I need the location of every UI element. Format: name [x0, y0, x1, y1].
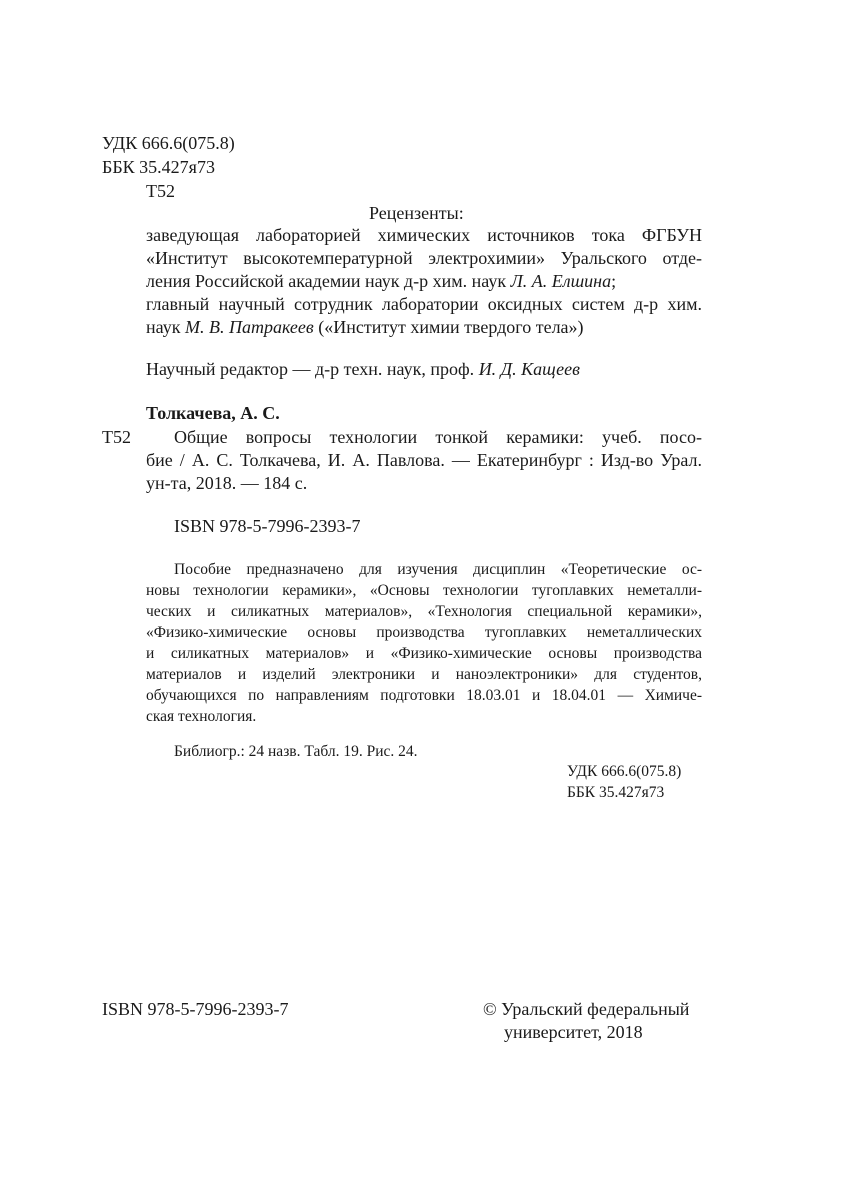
annotation-line-5: и силикатных материалов» и «Физико-химические основы производства	[146, 645, 702, 662]
author-mark: Т52	[146, 181, 175, 201]
reviewers-line-3-end: ;	[611, 271, 617, 291]
annotation-line-1: Пособие предназначено для изучения дисциплин «Теоретические ос-	[174, 561, 702, 578]
editor-text: Научный редактор — д-р техн. наук, проф.	[146, 359, 479, 379]
reviewers-line-1: заведующая лабораторией химических источников тока ФГБУН	[146, 225, 702, 245]
bbk-code-repeat: ББК 35.427я73	[567, 784, 665, 801]
bib-line-1: Общие вопросы технологии тонкой керамики: учеб. посо-	[174, 427, 702, 447]
bib-author: Толкачева, А. С.	[146, 403, 280, 423]
editor-name: И. Д. Кащеев	[478, 359, 580, 379]
udk-code-repeat: УДК 666.6(075.8)	[567, 763, 682, 780]
bib-author-mark: Т52	[102, 427, 131, 447]
annotation-line-4: «Физико-химические основы производства тугоплавких неметаллических	[146, 624, 702, 641]
bib-isbn: ISBN 978-5-7996-2393-7	[174, 516, 361, 536]
annotation-line-2: новы технологии керамики», «Основы технологии тугоплавких неметалли-	[146, 582, 702, 599]
udk-code: УДК 666.6(075.8)	[102, 133, 235, 153]
copyright-line-1: © Уральский федеральный	[483, 999, 690, 1019]
scientific-editor	[146, 357, 580, 381]
annotation-line-7: обучающихся по направлениям подготовки 18.03.01 и 18.04.01 — Химиче-	[146, 687, 702, 704]
copyright-line-2: университет, 2018	[504, 1022, 643, 1042]
footer-isbn: ISBN 978-5-7996-2393-7	[102, 999, 289, 1019]
reviewers-line-3-text: ления Российской академии наук д-р хим. наук	[146, 271, 511, 291]
reviewer-name-elshina: Л. А. Елшина	[510, 271, 612, 291]
reviewers-line-3	[146, 269, 616, 293]
bib-line-2: бие / А. С. Толкачева, И. А. Павлова. — Екатеринбург : Изд-во Урал.	[146, 450, 702, 470]
biblio-summary: Библиогр.: 24 назв. Табл. 19. Рис. 24.	[174, 743, 418, 760]
annotation-line-8: ская технология.	[146, 708, 257, 725]
reviewers-line-2: «Институт высокотемпературной электрохимии» Уральского отде-	[146, 248, 702, 268]
annotation-line-6: материалов и изделий электроники и наноэлектроники» для студентов,	[146, 666, 702, 683]
bib-line-3: ун-та, 2018. — 184 с.	[146, 473, 308, 493]
annotation-line-3: ческих и силикатных материалов», «Технология специальной керамики»,	[146, 603, 702, 620]
reviewer-name-patrakeev: М. В. Патракеев	[184, 317, 314, 337]
reviewers-heading: Рецензенты:	[369, 203, 464, 223]
reviewers-line-5-end: («Институт химии твердого тела»)	[313, 317, 584, 337]
reviewers-line-5-text: наук	[146, 317, 185, 337]
reviewers-line-5	[146, 315, 584, 339]
reviewers-line-4: главный научный сотрудник лаборатории оксидных систем д-р хим.	[146, 294, 702, 314]
bbk-code: ББК 35.427я73	[102, 157, 215, 177]
